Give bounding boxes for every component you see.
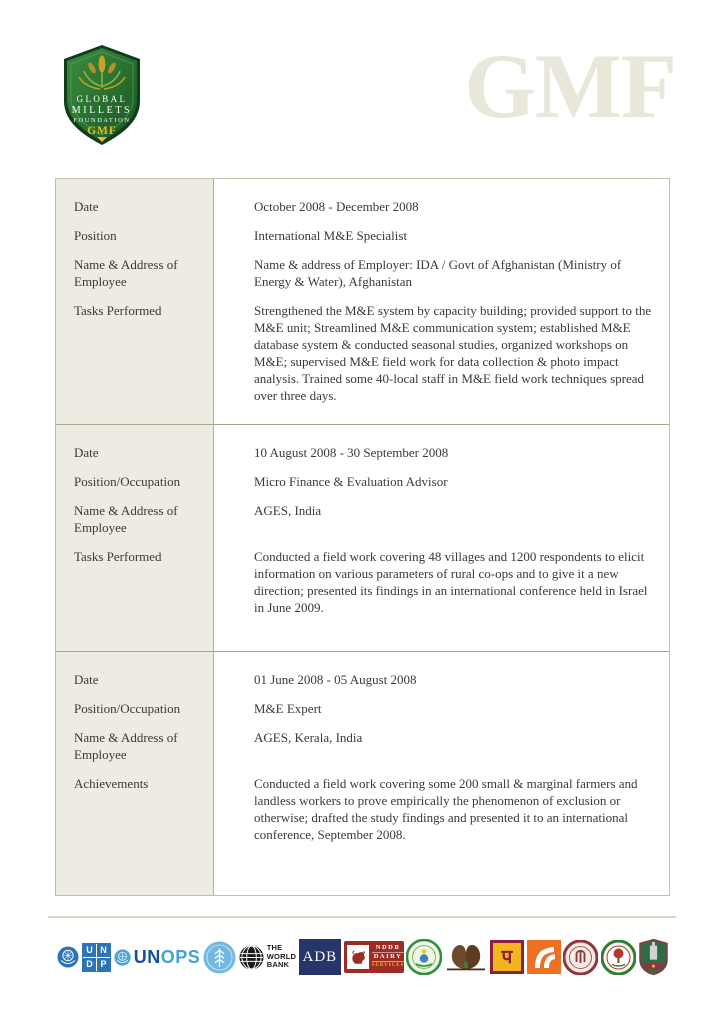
- nddb-line: DAIRY: [372, 952, 405, 961]
- table-row: [56, 256, 669, 290]
- experience-section-2: [56, 424, 669, 651]
- field-label: Position/Occupation: [74, 701, 181, 716]
- undp-letter-box: [82, 943, 111, 972]
- un-emblem-icon: [57, 946, 79, 968]
- field-value: 10 August 2008 - 30 September 2008: [254, 445, 449, 460]
- twin-animals-icon: [445, 940, 487, 974]
- partner-logos-bar: [57, 931, 668, 983]
- experience-section-3: [56, 651, 669, 895]
- undp-letter: N: [97, 944, 110, 957]
- table-row: [56, 775, 669, 843]
- world-bank-wordmark: [267, 944, 296, 970]
- shield-icon: [60, 44, 144, 146]
- green-emblem-logo: [406, 939, 442, 975]
- field-label: Name & Address of Employee: [74, 730, 178, 762]
- world-bank-line: WORLD: [266, 951, 297, 961]
- table-row: [56, 729, 669, 763]
- table-row: [56, 444, 669, 461]
- table-row: [56, 671, 669, 688]
- unops-logo: [114, 947, 201, 968]
- nddb-bull-box: [347, 945, 369, 969]
- field-label: Date: [74, 445, 99, 460]
- nddb-dairy-services-logo: [344, 941, 404, 973]
- field-label: Name & Address of Employee: [74, 257, 178, 289]
- tree-seal-icon: [601, 940, 636, 975]
- field-label: Achievements: [74, 776, 149, 791]
- nddb-line: NDDB: [375, 944, 401, 951]
- field-value: Conducted a field work covering 48 villages and 1200 respondents to elicit information on various parameters of rural co-ops and to give it a new direction; presented its findings in an international conference held in Israel in June 2009.: [254, 549, 648, 615]
- crest-shield-icon: [639, 938, 668, 976]
- undp-letter: P: [97, 958, 110, 971]
- punjab-national-bank-logo: [490, 940, 524, 974]
- table-row: [56, 473, 669, 490]
- table-row: [56, 700, 669, 717]
- experience-table: [55, 178, 670, 896]
- field-value: October 2008 - December 2008: [254, 199, 419, 214]
- field-label: Date: [74, 199, 99, 214]
- world-bank-logo: [239, 944, 296, 970]
- field-label: Position/Occupation: [74, 474, 181, 489]
- green-seal-icon: [406, 939, 442, 975]
- adb-logo: [299, 939, 341, 975]
- sardar-patel-university-seal-logo: [601, 940, 636, 975]
- shield-text-millets: MILLETS: [71, 105, 133, 116]
- undp-letter: D: [83, 958, 96, 971]
- table-row: [56, 548, 669, 616]
- shield-text-gmf: GMF: [87, 125, 117, 137]
- table-row: [56, 198, 669, 215]
- world-bank-globe-icon: [239, 945, 264, 970]
- unops-ops-text: OPS: [160, 946, 201, 967]
- undp-logo: [57, 943, 111, 972]
- footer-divider: [48, 916, 676, 918]
- field-value: Micro Finance & Evaluation Advisor: [254, 474, 448, 489]
- undp-letter: U: [83, 944, 96, 957]
- nddb-line: SERVICES: [371, 963, 405, 968]
- bull-icon: [349, 948, 367, 966]
- field-value: AGES, Kerala, India: [254, 730, 363, 745]
- world-bank-line: BANK: [266, 960, 290, 970]
- table-row: [56, 502, 669, 536]
- experience-section-1: [56, 179, 669, 424]
- table-row: [56, 227, 669, 244]
- unops-wordmark: [134, 947, 201, 968]
- shield-text-global: GLOBAL: [76, 94, 128, 104]
- adb-text: ADB: [302, 948, 338, 965]
- pnb-devanagari-glyph: प: [493, 943, 521, 971]
- field-label: Tasks Performed: [74, 303, 162, 318]
- field-value: M&E Expert: [254, 701, 322, 716]
- field-value: Name & address of Employer: IDA / Govt of Afghanistan (Ministry of Energy & Water), Afghanistan: [254, 257, 622, 289]
- bank-of-baroda-logo: [527, 940, 561, 974]
- gmf-watermark: GMF: [464, 35, 676, 137]
- nddb-wordmark: [372, 944, 405, 970]
- field-label: Name & Address of Employee: [74, 503, 178, 535]
- shield-text-foundation: FOUNDATION: [73, 117, 131, 124]
- field-value: 01 June 2008 - 05 August 2008: [254, 672, 417, 687]
- un-emblem-icon: [114, 949, 131, 966]
- fao-emblem-icon: [203, 941, 236, 974]
- field-value: AGES, India: [254, 503, 322, 518]
- field-label: Date: [74, 672, 99, 687]
- field-label: Tasks Performed: [74, 549, 162, 564]
- world-bank-line: THE: [266, 943, 283, 953]
- field-value: Strengthened the M&E system by capacity building; provided support to the M&E unit; Streamlined M&E communication system; established M&E database system & conducted seasonal studies, organized workshops on M&E; supervised M&E field work for data collection & photo impact analysis. Trained some 40-local staff in M&E field work techniques spread over three days.: [254, 303, 652, 403]
- gmf-shield-logo: [60, 44, 144, 146]
- maroon-seal-icon: [563, 940, 598, 975]
- baroda-sun-icon: [527, 940, 561, 974]
- field-value: International M&E Specialist: [254, 228, 408, 243]
- university-crest-logo: [639, 938, 668, 976]
- unops-un-text: UN: [133, 946, 161, 967]
- table-row: [56, 302, 669, 404]
- maroon-university-seal-logo: [563, 940, 598, 975]
- field-label: Position: [74, 228, 117, 243]
- brown-emblem-logo: [445, 940, 487, 974]
- field-value: Conducted a field work covering some 200 small & marginal farmers and landless workers to prove empirically the phenomenon of exclusion or otherwise; drafted the study findings and presented it to an international conference, September 2008.: [254, 776, 638, 842]
- fao-logo: [203, 941, 236, 974]
